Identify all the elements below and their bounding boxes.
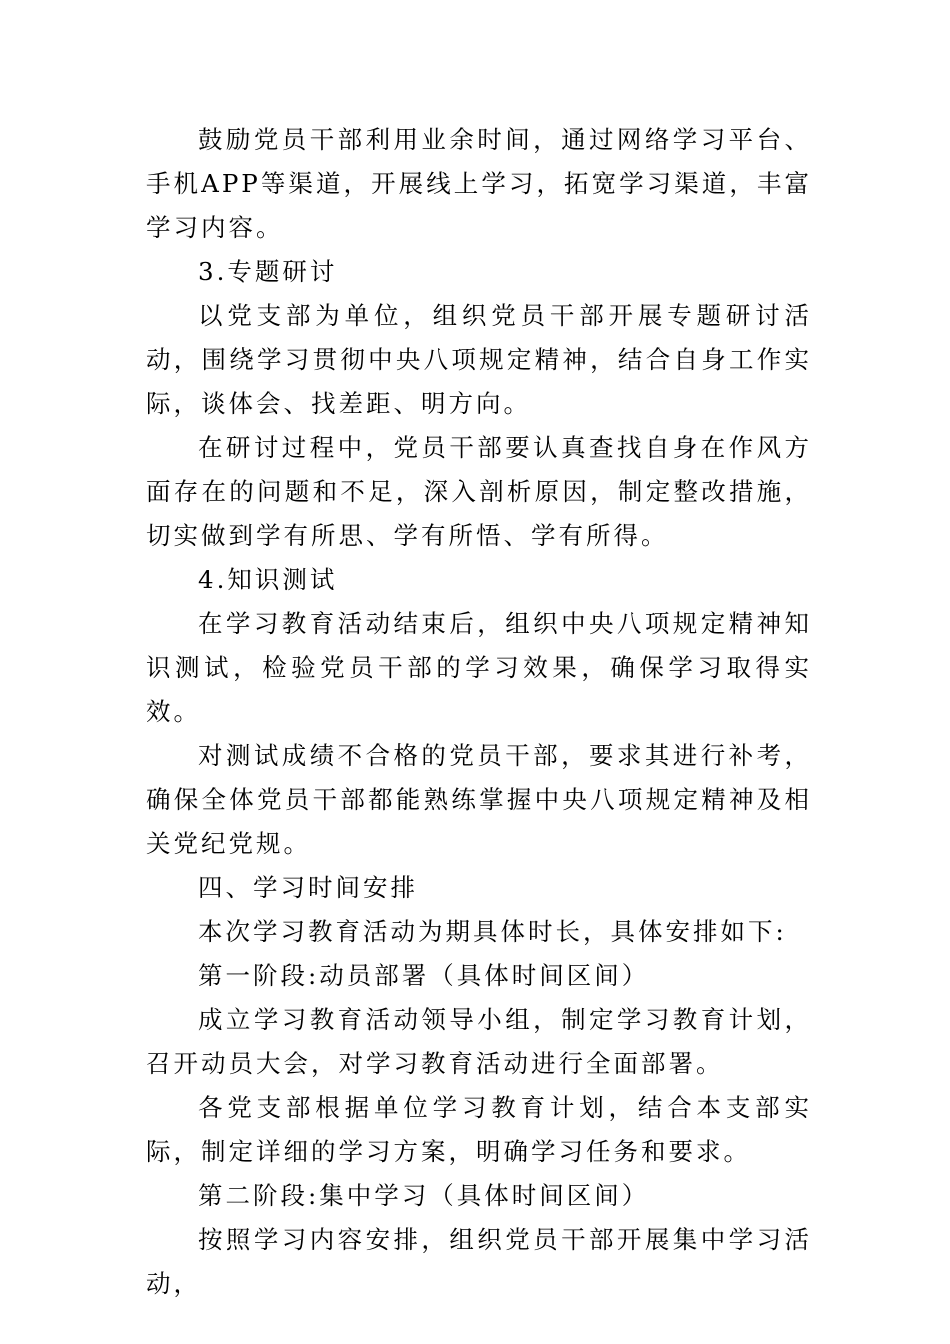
paragraph-phase-one-setup: 成立学习教育活动领导小组，制定学习教育计划，召开动员大会，对学习教育活动进行全面部署。 (146, 1005, 812, 1078)
paragraph-discussion-process: 在研讨过程中，党员干部要认真查找自身在作风方面存在的问题和不足，深入剖析原因，制定整改措施，切实做到学有所思、学有所悟、学有所得。 (146, 433, 812, 550)
paragraph-online-learning: 鼓励党员干部利用业余时间，通过网络学习平台、手机APP等渠道，开展线上学习，拓宽学习渠道，丰富学习内容。 (146, 125, 812, 242)
paragraph-retest: 对测试成绩不合格的党员干部，要求其进行补考，确保全体党员干部都能熟练掌握中央八项规定精神及相关党纪党规。 (146, 741, 812, 858)
heading-phase-two: 第二阶段:集中学习（具体时间区间） (198, 1181, 650, 1210)
document-body (146, 118, 812, 1306)
paragraph-discussion-activity: 以党支部为单位，组织党员干部开展专题研讨活动，围绕学习贯彻中央八项规定精神，结合自身工作实际，谈体会、找差距、明方向。 (146, 301, 812, 418)
paragraph-schedule-intro: 本次学习教育活动为期具体时长，具体安排如下: (198, 917, 787, 946)
heading-knowledge-test: 4.知识测试 (198, 565, 338, 594)
heading-topic-discussion: 3.专题研讨 (198, 257, 338, 286)
paragraph-phase-two-study: 按照学习内容安排，组织党员干部开展集中学习活动， (146, 1225, 812, 1298)
heading-schedule: 四、学习时间安排 (198, 873, 418, 902)
paragraph-phase-one-branches: 各党支部根据单位学习教育计划，结合本支部实际，制定详细的学习方案，明确学习任务和要求。 (146, 1093, 812, 1166)
paragraph-test-organization: 在学习教育活动结束后，组织中央八项规定精神知识测试，检验党员干部的学习效果，确保学习取得实效。 (146, 609, 812, 726)
heading-phase-one: 第一阶段:动员部署（具体时间区间） (198, 961, 650, 990)
